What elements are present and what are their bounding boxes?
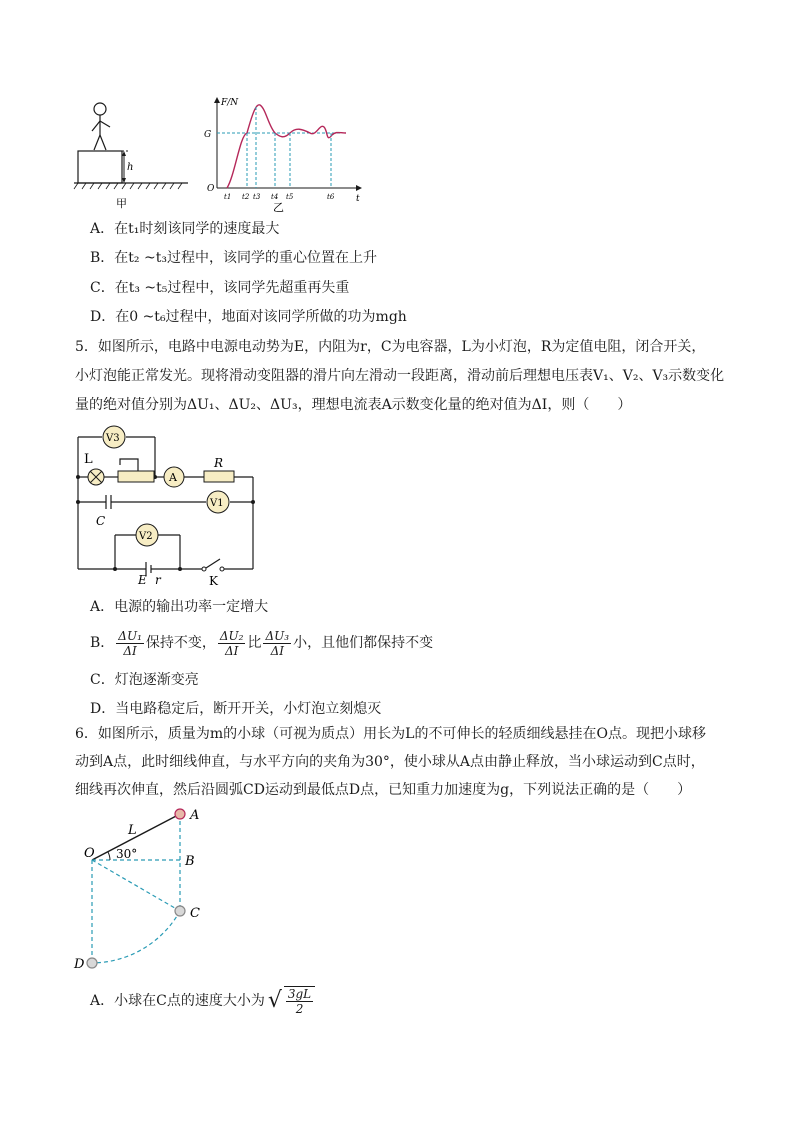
q4-option-d: D．在0 ~t₆过程中，地面对该同学所做的功为mgh [90,309,407,325]
sqrt-expression: √ $\frac{3gL}{2}$ [268,983,317,1019]
q5-stem-line-2: 小灯泡能正常发光。现将滑动变阻器的滑片向左滑动一段距离，滑动前后理想电压表V₁、V₂、V₃示数变化 [75,368,725,384]
tick-t5: t5 [286,193,294,201]
q4-figure [70,95,370,215]
caption-yi: 乙 [273,201,284,214]
g-label: G [204,130,212,140]
arc-cd [92,911,180,963]
person-figure [92,103,110,150]
capacitor-label: C [96,514,106,528]
resistor-r [204,456,234,482]
ball-d [87,958,97,968]
ammeter-a [164,467,184,487]
label-a: A [190,808,200,823]
y-axis-label: F/N [221,98,239,108]
q5-stem-line-3: 量的绝对值分别为ΔU₁、ΔU₂、ΔU₃，理想电流表A示数变化量的绝对值为ΔI，则（ ） [75,397,632,413]
tick-t6: t6 [327,193,335,201]
svg-text:V1: V1 [210,498,224,509]
label-d: D [74,957,85,972]
q5-stem-line-1: 5．如图所示，电路中电源电动势为E，内阻为r，C为电容器，L为小灯泡，R为定值电阻，闭合开关， [75,339,706,355]
svg-text:A: A [169,471,177,484]
q6-stem-line-3: 细线再次伸直，然后沿圆弧CD运动到最低点D点，已知重力加速度为g，下列说法正确的是（ ） [75,782,692,798]
q5-option-d: D．当电路稳定后，断开开关，小灯泡立刻熄灭 [90,701,382,717]
label-c: C [190,906,200,921]
x-axis-label: t [356,194,360,204]
voltmeter-v2 [136,524,158,546]
label-angle: 30° [116,847,138,861]
switch-label: K [209,574,218,588]
origin-label: O [207,184,215,194]
platform-box [78,151,122,183]
force-time-graph [204,97,362,214]
tick-t1: t1 [224,193,232,201]
height-label: h [127,162,134,173]
rheostat [118,471,154,482]
emf-label: E [138,573,147,587]
force-curve [227,105,346,188]
q6-option-a: A．小球在C点的速度大小为 √ $\frac{3gL}{2}$ [90,983,317,1019]
q4-option-a: A．在t₁时刻该同学的速度最大 [90,221,280,237]
q6-stem-line-2: 动到A点，此时细线伸直，与水平方向的夹角为30°，使小球从A点由静止释放，当小球运动到C点时， [75,754,705,770]
tick-t3: t3 [253,193,261,201]
svg-text:R: R [214,456,224,470]
label-b: B [185,854,195,869]
svg-text:V3: V3 [106,433,120,444]
tick-t4: t4 [271,193,279,201]
svg-text:L: L [84,452,93,467]
label-l: L [128,823,137,838]
q4-option-b: B．在t₂ ~t₃过程中，该同学的重心位置在上升 [90,250,377,266]
q5-option-c: C．灯泡逐渐变亮 [90,672,199,688]
tick-t2: t2 [242,193,250,201]
svg-text:V2: V2 [139,531,153,542]
q6-stem-line-1: 6．如图所示，质量为m的小球（可视为质点）用长为L的不可伸长的轻质细线悬挂在O点。现把小球移 [75,726,706,742]
voltmeter-v3 [103,426,125,448]
q6-pendulum-figure [70,800,220,975]
q5-option-a: A．电源的输出功率一定增大 [90,599,269,615]
lamp-l [84,452,104,485]
q5-option-b: B． $\frac{\text{ΔU₁}}{\Delta I}$ 保持不变， $\frac{\text{ΔU₂}}{\Delta I}$ 比 $\frac{\text{ΔU₃}}{\Delta I}$ 小，且他们都保持不变 [90,628,434,658]
ball-a [175,809,185,819]
voltmeter-v1 [207,491,229,513]
caption-jia: 甲 [116,197,127,210]
q5-circuit-diagram [70,425,270,590]
internal-r-label: r [155,573,161,587]
ball-c [175,906,185,916]
q4-option-c: C．在t₃ ~t₅过程中，该同学先超重再失重 [90,280,350,296]
label-o: O [84,846,95,861]
